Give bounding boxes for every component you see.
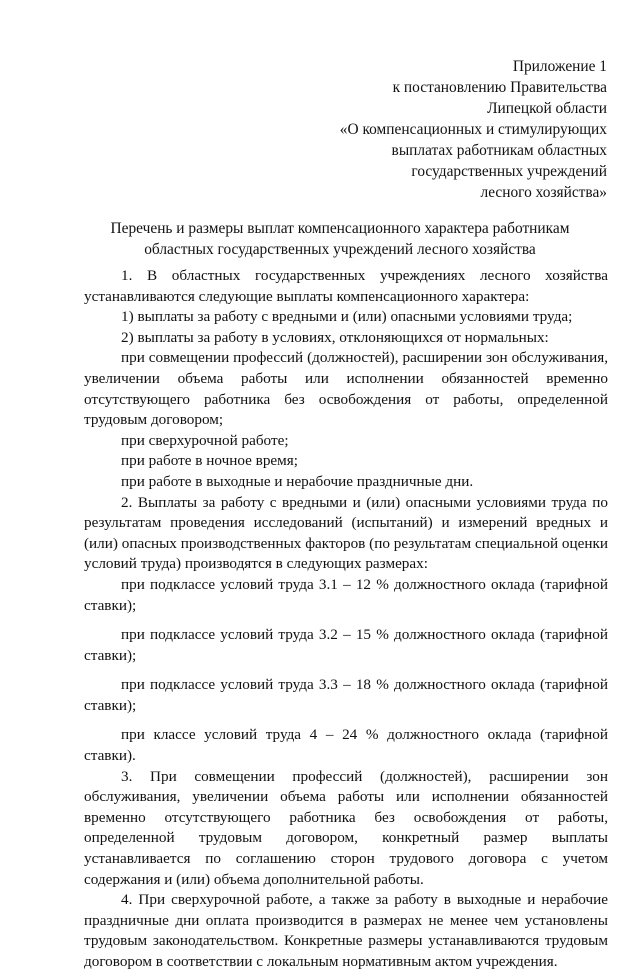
paragraph-2-item-2: при подклассе условий труда 3.2 – 15 % должностного оклада (тарифной ставки);	[84, 626, 608, 664]
title-line-2: областных государственных учреждений лесного хозяйства	[144, 241, 536, 258]
paragraph-1-item-2-c: при работе в ночное время;	[121, 452, 298, 470]
document-title	[80, 218, 600, 260]
paragraph-4: 4. При сверхурочной работе, а также за работу в выходные и нерабочие праздничные дни оплата производится в размерах не менее чем установлены трудовым законодательством. Конкретные размеры устанавливаются трудовым договором в соответствии с локальным нормативным актом учреждения.	[84, 891, 608, 970]
appendix-header	[287, 56, 607, 203]
appendix-number: Приложение 1	[512, 58, 607, 75]
paragraph-3: 3. При совмещении профессий (должностей), расширении зон обслуживания, увеличении объема работы или исполнении обязанностей временно отсутствующего работника без освобождения от работы, определенной трудовым договором, конкретный размер выплаты устанавливается по соглашению сторон трудового договора с учетом содержания и (или) объема дополнительной работы.	[84, 767, 608, 888]
paragraph-2: 2. Выплаты за работу с вредными и (или) опасными условиями труда по результатам проведения исследований (испытаний) и измерений вредных и (или) опасных производственных факторов (по результатам специальной оценки условий труда) производятся в следующих размерах:	[84, 493, 608, 573]
appendix-decree-title-1: «О компенсационных и стимулирующих	[339, 121, 607, 138]
title-line-1: Перечень и размеры выплат компенсационного характера работникам	[110, 220, 570, 237]
paragraph-1: 1. В областных государственных учреждениях лесного хозяйства устанавливаются следующие выплаты компенсационного характера:	[84, 267, 608, 305]
appendix-region: Липецкой области	[487, 100, 607, 117]
paragraph-2-item-4: при классе условий труда 4 – 24 % должностного оклада (тарифной ставки).	[84, 726, 608, 765]
paragraph-1-item-2: 2) выплаты за работу в условиях, отклоняющихся от нормальных:	[121, 328, 549, 346]
appendix-reference: к постановлению Правительства	[392, 79, 607, 96]
paragraph-1-item-2-b: при сверхурочной работе;	[121, 431, 289, 449]
paragraph-1-item-2-d: при работе в выходные и нерабочие праздничные дни.	[121, 472, 474, 490]
paragraph-2-item-1: при подклассе условий труда 3.1 – 12 % должностного оклада (тарифной ставки);	[84, 575, 608, 614]
paragraph-1-item-2-a: при совмещении профессий (должностей), расширении зон обслуживания, увеличении объема работы или исполнении обязанностей временно отсутствующего работника без освобождения от работы, определенной трудовым договором;	[84, 349, 608, 429]
paragraph-1-item-1: 1) выплаты за работу с вредными и (или) опасными условиями труда;	[121, 308, 573, 326]
appendix-decree-title-2: выплатах работникам областных	[391, 142, 607, 159]
appendix-decree-title-4: лесного хозяйства»	[480, 184, 607, 201]
appendix-decree-title-3: государственных учреждений	[411, 163, 607, 180]
document-body	[84, 266, 608, 973]
paragraph-2-item-3: при подклассе условий труда 3.3 – 18 % должностного оклада (тарифной ставки);	[84, 676, 608, 714]
